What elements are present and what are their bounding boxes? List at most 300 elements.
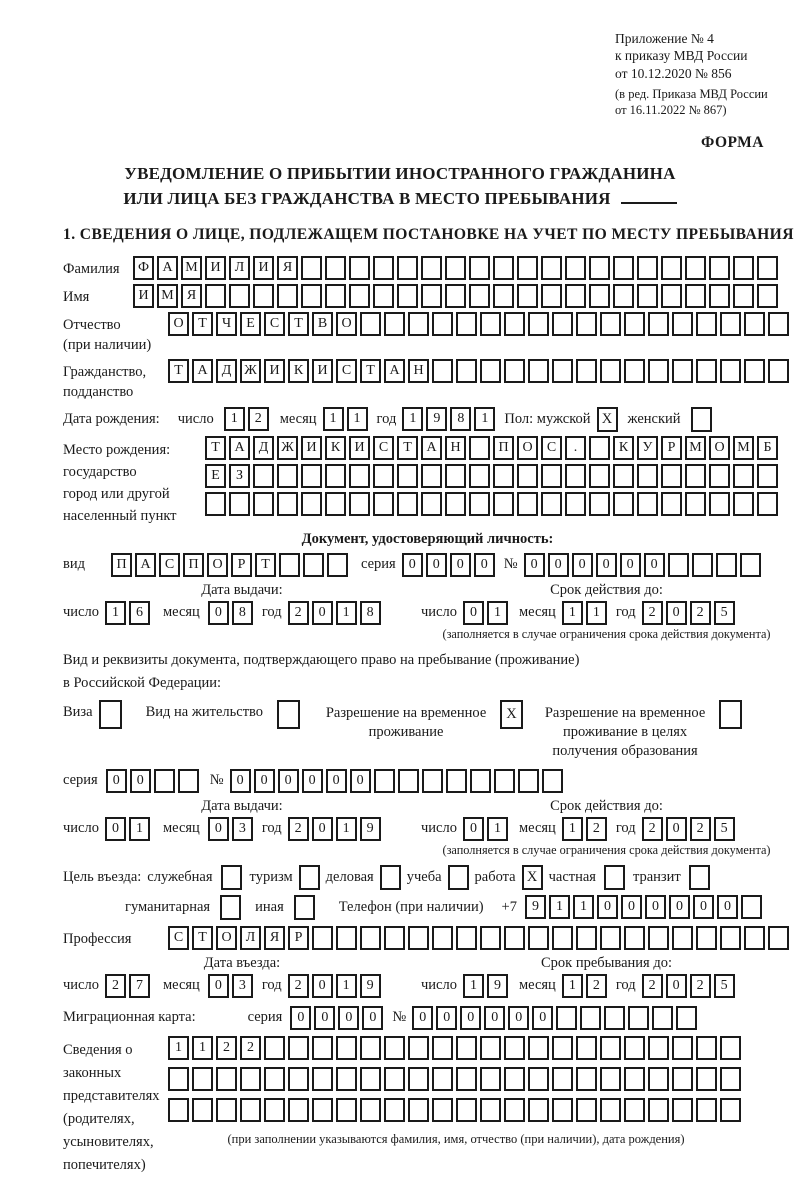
char-box[interactable] [576, 926, 597, 950]
char-box[interactable] [456, 926, 477, 950]
char-box[interactable] [696, 1098, 717, 1122]
char-box[interactable]: 2 [642, 601, 663, 625]
char-box[interactable]: Я [181, 284, 202, 308]
char-box[interactable] [384, 1067, 405, 1091]
char-box[interactable] [637, 492, 658, 516]
char-box[interactable]: 0 [208, 817, 229, 841]
char-box[interactable] [408, 312, 429, 336]
char-box[interactable]: 0 [312, 601, 333, 625]
char-box[interactable]: А [229, 436, 250, 460]
char-box[interactable] [565, 284, 586, 308]
char-box[interactable]: Н [408, 359, 429, 383]
char-box[interactable] [216, 1067, 237, 1091]
char-box[interactable] [336, 1036, 357, 1060]
char-box[interactable] [648, 926, 669, 950]
char-box[interactable] [480, 926, 501, 950]
char-box[interactable] [493, 284, 514, 308]
char-box[interactable]: М [181, 256, 202, 280]
char-box[interactable]: А [421, 436, 442, 460]
char-box[interactable] [600, 926, 621, 950]
char-box[interactable]: 1 [224, 407, 245, 431]
char-box[interactable] [445, 284, 466, 308]
char-box[interactable]: Н [445, 436, 466, 460]
char-box[interactable] [264, 1067, 285, 1091]
char-box[interactable]: О [517, 436, 538, 460]
char-box[interactable] [312, 1098, 333, 1122]
char-box[interactable]: И [264, 359, 285, 383]
char-box[interactable] [360, 312, 381, 336]
char-box[interactable]: 2 [690, 817, 711, 841]
char-box[interactable] [504, 1067, 525, 1091]
char-box[interactable]: 0 [463, 817, 484, 841]
char-box[interactable] [648, 1098, 669, 1122]
char-box[interactable] [446, 769, 467, 793]
char-box[interactable]: 0 [644, 553, 665, 577]
char-box[interactable]: 1 [323, 407, 344, 431]
char-box[interactable] [360, 1098, 381, 1122]
char-box[interactable] [685, 492, 706, 516]
char-box[interactable] [720, 926, 741, 950]
purpose-private-checkbox[interactable] [604, 865, 625, 890]
purpose-transit-checkbox[interactable] [689, 865, 710, 890]
char-box[interactable]: С [168, 926, 189, 950]
char-box[interactable] [373, 256, 394, 280]
char-box[interactable] [469, 284, 490, 308]
char-box[interactable] [672, 359, 693, 383]
char-box[interactable] [600, 1036, 621, 1060]
purpose-humanitarian-checkbox[interactable] [220, 895, 241, 920]
char-box[interactable] [253, 492, 274, 516]
char-box[interactable] [648, 1036, 669, 1060]
char-box[interactable] [589, 492, 610, 516]
char-box[interactable]: 0 [669, 895, 690, 919]
char-box[interactable] [325, 492, 346, 516]
char-box[interactable]: 1 [562, 974, 583, 998]
char-box[interactable]: 0 [362, 1006, 383, 1030]
char-box[interactable] [360, 926, 381, 950]
char-box[interactable] [637, 464, 658, 488]
char-box[interactable] [229, 284, 250, 308]
char-box[interactable] [168, 1098, 189, 1122]
char-box[interactable]: М [685, 436, 706, 460]
char-box[interactable] [720, 1067, 741, 1091]
char-box[interactable] [552, 1036, 573, 1060]
char-box[interactable]: 2 [642, 817, 663, 841]
char-box[interactable]: 0 [463, 601, 484, 625]
char-box[interactable]: 2 [248, 407, 269, 431]
char-box[interactable] [696, 1067, 717, 1091]
char-box[interactable] [504, 359, 525, 383]
char-box[interactable] [456, 359, 477, 383]
char-box[interactable]: 0 [230, 769, 251, 793]
char-box[interactable] [349, 284, 370, 308]
char-box[interactable] [541, 492, 562, 516]
char-box[interactable]: 5 [714, 974, 735, 998]
char-box[interactable] [720, 1098, 741, 1122]
char-box[interactable] [676, 1006, 697, 1030]
char-box[interactable] [445, 464, 466, 488]
char-box[interactable]: 0 [666, 817, 687, 841]
char-box[interactable] [628, 1006, 649, 1030]
char-box[interactable] [384, 1036, 405, 1060]
char-box[interactable]: 0 [312, 974, 333, 998]
char-box[interactable] [493, 492, 514, 516]
char-box[interactable] [661, 284, 682, 308]
char-box[interactable]: 0 [426, 553, 447, 577]
char-box[interactable]: Е [205, 464, 226, 488]
male-checkbox[interactable]: X [597, 407, 618, 432]
char-box[interactable] [408, 926, 429, 950]
char-box[interactable] [432, 359, 453, 383]
char-box[interactable] [600, 1067, 621, 1091]
char-box[interactable]: С [336, 359, 357, 383]
char-box[interactable]: . [565, 436, 586, 460]
char-box[interactable]: 9 [360, 974, 381, 998]
purpose-tourism-checkbox[interactable] [299, 865, 320, 890]
char-box[interactable] [504, 1036, 525, 1060]
char-box[interactable] [264, 1098, 285, 1122]
char-box[interactable] [301, 256, 322, 280]
char-box[interactable]: 1 [336, 817, 357, 841]
char-box[interactable]: С [373, 436, 394, 460]
char-box[interactable]: 2 [586, 974, 607, 998]
char-box[interactable] [740, 553, 761, 577]
female-checkbox[interactable] [691, 407, 712, 432]
purpose-study-checkbox[interactable] [448, 865, 469, 890]
char-box[interactable] [517, 284, 538, 308]
char-box[interactable]: 6 [129, 601, 150, 625]
char-box[interactable] [709, 492, 730, 516]
char-box[interactable]: 1 [474, 407, 495, 431]
char-box[interactable] [494, 769, 515, 793]
char-box[interactable] [277, 464, 298, 488]
char-box[interactable]: 2 [240, 1036, 261, 1060]
char-box[interactable]: 1 [105, 601, 126, 625]
char-box[interactable]: 0 [524, 553, 545, 577]
char-box[interactable]: Л [240, 926, 261, 950]
char-box[interactable] [408, 1067, 429, 1091]
char-box[interactable] [469, 492, 490, 516]
char-box[interactable]: И [301, 436, 322, 460]
char-box[interactable] [565, 464, 586, 488]
char-box[interactable] [744, 359, 765, 383]
char-box[interactable]: Т [205, 436, 226, 460]
char-box[interactable] [576, 312, 597, 336]
char-box[interactable]: 0 [666, 974, 687, 998]
char-box[interactable] [565, 256, 586, 280]
char-box[interactable] [552, 926, 573, 950]
char-box[interactable] [325, 256, 346, 280]
char-box[interactable]: 0 [548, 553, 569, 577]
char-box[interactable] [685, 256, 706, 280]
char-box[interactable] [733, 256, 754, 280]
char-box[interactable]: 1 [402, 407, 423, 431]
char-box[interactable]: П [111, 553, 132, 577]
char-box[interactable]: И [133, 284, 154, 308]
char-box[interactable] [421, 256, 442, 280]
char-box[interactable] [541, 284, 562, 308]
char-box[interactable] [672, 926, 693, 950]
char-box[interactable]: 2 [288, 974, 309, 998]
char-box[interactable] [613, 256, 634, 280]
char-box[interactable]: 1 [129, 817, 150, 841]
char-box[interactable]: 0 [621, 895, 642, 919]
char-box[interactable] [757, 256, 778, 280]
char-box[interactable] [336, 926, 357, 950]
char-box[interactable]: 0 [106, 769, 127, 793]
char-box[interactable]: С [264, 312, 285, 336]
char-box[interactable] [374, 769, 395, 793]
char-box[interactable] [696, 926, 717, 950]
char-box[interactable] [312, 926, 333, 950]
char-box[interactable]: И [253, 256, 274, 280]
char-box[interactable]: А [192, 359, 213, 383]
char-box[interactable] [518, 769, 539, 793]
char-box[interactable]: 0 [450, 553, 471, 577]
char-box[interactable] [384, 1098, 405, 1122]
char-box[interactable]: 1 [549, 895, 570, 919]
char-box[interactable]: 1 [168, 1036, 189, 1060]
char-box[interactable] [445, 492, 466, 516]
char-box[interactable]: 0 [474, 553, 495, 577]
char-box[interactable]: А [135, 553, 156, 577]
char-box[interactable] [556, 1006, 577, 1030]
char-box[interactable] [685, 284, 706, 308]
char-box[interactable]: 1 [336, 974, 357, 998]
char-box[interactable] [480, 359, 501, 383]
char-box[interactable] [288, 1036, 309, 1060]
char-box[interactable] [541, 464, 562, 488]
char-box[interactable] [661, 256, 682, 280]
char-box[interactable] [576, 359, 597, 383]
char-box[interactable] [517, 256, 538, 280]
char-box[interactable]: Я [264, 926, 285, 950]
char-box[interactable] [421, 492, 442, 516]
char-box[interactable] [600, 312, 621, 336]
char-box[interactable] [470, 769, 491, 793]
char-box[interactable] [445, 256, 466, 280]
char-box[interactable] [421, 284, 442, 308]
char-box[interactable] [576, 1067, 597, 1091]
char-box[interactable]: 3 [232, 974, 253, 998]
char-box[interactable]: 2 [690, 974, 711, 998]
char-box[interactable]: К [325, 436, 346, 460]
char-box[interactable] [652, 1006, 673, 1030]
char-box[interactable] [240, 1098, 261, 1122]
char-box[interactable]: 0 [312, 817, 333, 841]
char-box[interactable] [312, 1036, 333, 1060]
char-box[interactable] [672, 1098, 693, 1122]
char-box[interactable] [277, 492, 298, 516]
char-box[interactable] [373, 464, 394, 488]
char-box[interactable] [528, 1067, 549, 1091]
char-box[interactable] [325, 284, 346, 308]
char-box[interactable] [432, 1067, 453, 1091]
char-box[interactable]: 1 [487, 817, 508, 841]
char-box[interactable] [456, 1098, 477, 1122]
char-box[interactable]: 0 [350, 769, 371, 793]
char-box[interactable]: 0 [596, 553, 617, 577]
char-box[interactable] [741, 895, 762, 919]
char-box[interactable]: 5 [714, 817, 735, 841]
char-box[interactable]: Т [288, 312, 309, 336]
char-box[interactable] [336, 1067, 357, 1091]
char-box[interactable] [480, 1036, 501, 1060]
char-box[interactable] [528, 359, 549, 383]
char-box[interactable]: 0 [693, 895, 714, 919]
char-box[interactable] [565, 492, 586, 516]
char-box[interactable]: 0 [532, 1006, 553, 1030]
char-box[interactable]: 0 [460, 1006, 481, 1030]
char-box[interactable] [709, 284, 730, 308]
char-box[interactable] [733, 464, 754, 488]
char-box[interactable] [624, 1067, 645, 1091]
char-box[interactable]: 0 [130, 769, 151, 793]
char-box[interactable]: 1 [562, 601, 583, 625]
char-box[interactable]: 5 [714, 601, 735, 625]
visa-checkbox[interactable] [99, 700, 122, 729]
char-box[interactable] [672, 1036, 693, 1060]
char-box[interactable]: 8 [450, 407, 471, 431]
char-box[interactable] [517, 464, 538, 488]
char-box[interactable] [672, 312, 693, 336]
char-box[interactable] [469, 464, 490, 488]
char-box[interactable]: О [336, 312, 357, 336]
char-box[interactable]: 9 [487, 974, 508, 998]
char-box[interactable] [504, 312, 525, 336]
char-box[interactable] [349, 492, 370, 516]
char-box[interactable]: С [159, 553, 180, 577]
char-box[interactable] [757, 492, 778, 516]
char-box[interactable] [373, 284, 394, 308]
char-box[interactable] [205, 284, 226, 308]
char-box[interactable]: О [216, 926, 237, 950]
char-box[interactable]: Ж [277, 436, 298, 460]
char-box[interactable] [421, 464, 442, 488]
char-box[interactable]: А [157, 256, 178, 280]
char-box[interactable]: 0 [302, 769, 323, 793]
char-box[interactable] [303, 553, 324, 577]
char-box[interactable]: 0 [508, 1006, 529, 1030]
char-box[interactable]: Л [229, 256, 250, 280]
char-box[interactable] [709, 256, 730, 280]
char-box[interactable]: 0 [436, 1006, 457, 1030]
char-box[interactable]: У [637, 436, 658, 460]
char-box[interactable] [288, 1098, 309, 1122]
char-box[interactable]: Т [255, 553, 276, 577]
char-box[interactable] [661, 464, 682, 488]
char-box[interactable]: 2 [288, 601, 309, 625]
char-box[interactable] [668, 553, 689, 577]
char-box[interactable]: 2 [216, 1036, 237, 1060]
char-box[interactable] [397, 464, 418, 488]
char-box[interactable] [613, 464, 634, 488]
char-box[interactable]: 3 [232, 817, 253, 841]
char-box[interactable]: А [384, 359, 405, 383]
char-box[interactable] [624, 312, 645, 336]
char-box[interactable]: 0 [572, 553, 593, 577]
char-box[interactable] [480, 1098, 501, 1122]
char-box[interactable] [192, 1067, 213, 1091]
char-box[interactable] [637, 284, 658, 308]
char-box[interactable] [696, 312, 717, 336]
char-box[interactable] [456, 1067, 477, 1091]
char-box[interactable] [661, 492, 682, 516]
char-box[interactable] [349, 256, 370, 280]
purpose-business-checkbox[interactable] [380, 865, 401, 890]
char-box[interactable] [240, 1067, 261, 1091]
char-box[interactable]: 0 [254, 769, 275, 793]
char-box[interactable] [205, 492, 226, 516]
char-box[interactable]: 0 [620, 553, 641, 577]
char-box[interactable] [397, 284, 418, 308]
char-box[interactable]: 0 [290, 1006, 311, 1030]
char-box[interactable] [504, 1098, 525, 1122]
char-box[interactable] [504, 926, 525, 950]
char-box[interactable]: П [183, 553, 204, 577]
char-box[interactable]: К [613, 436, 634, 460]
residence-permit-checkbox[interactable] [277, 700, 300, 729]
char-box[interactable] [709, 464, 730, 488]
char-box[interactable]: Б [757, 436, 778, 460]
char-box[interactable] [325, 464, 346, 488]
char-box[interactable] [277, 284, 298, 308]
char-box[interactable] [360, 1036, 381, 1060]
char-box[interactable]: 1 [573, 895, 594, 919]
char-box[interactable] [360, 1067, 381, 1091]
char-box[interactable]: 0 [338, 1006, 359, 1030]
char-box[interactable]: 1 [487, 601, 508, 625]
char-box[interactable]: О [168, 312, 189, 336]
char-box[interactable]: 0 [645, 895, 666, 919]
char-box[interactable]: 0 [314, 1006, 335, 1030]
char-box[interactable] [768, 312, 789, 336]
char-box[interactable]: 8 [360, 601, 381, 625]
char-box[interactable] [542, 769, 563, 793]
char-box[interactable] [517, 492, 538, 516]
char-box[interactable] [288, 1067, 309, 1091]
char-box[interactable]: 2 [642, 974, 663, 998]
char-box[interactable] [301, 492, 322, 516]
char-box[interactable]: 0 [326, 769, 347, 793]
char-box[interactable] [648, 359, 669, 383]
char-box[interactable] [600, 359, 621, 383]
char-box[interactable]: Р [288, 926, 309, 950]
char-box[interactable] [552, 359, 573, 383]
char-box[interactable] [720, 359, 741, 383]
char-box[interactable]: 2 [288, 817, 309, 841]
char-box[interactable] [336, 1098, 357, 1122]
char-box[interactable] [279, 553, 300, 577]
char-box[interactable] [301, 464, 322, 488]
purpose-work-checkbox[interactable]: X [522, 865, 543, 890]
char-box[interactable]: 1 [463, 974, 484, 998]
char-box[interactable] [733, 492, 754, 516]
char-box[interactable]: 2 [105, 974, 126, 998]
char-box[interactable]: 0 [597, 895, 618, 919]
char-box[interactable] [757, 284, 778, 308]
char-box[interactable] [154, 769, 175, 793]
char-box[interactable] [469, 256, 490, 280]
char-box[interactable] [613, 492, 634, 516]
char-box[interactable]: 2 [586, 817, 607, 841]
char-box[interactable] [580, 1006, 601, 1030]
char-box[interactable]: Р [231, 553, 252, 577]
char-box[interactable]: 1 [336, 601, 357, 625]
char-box[interactable]: Т [397, 436, 418, 460]
char-box[interactable] [648, 312, 669, 336]
char-box[interactable] [744, 312, 765, 336]
